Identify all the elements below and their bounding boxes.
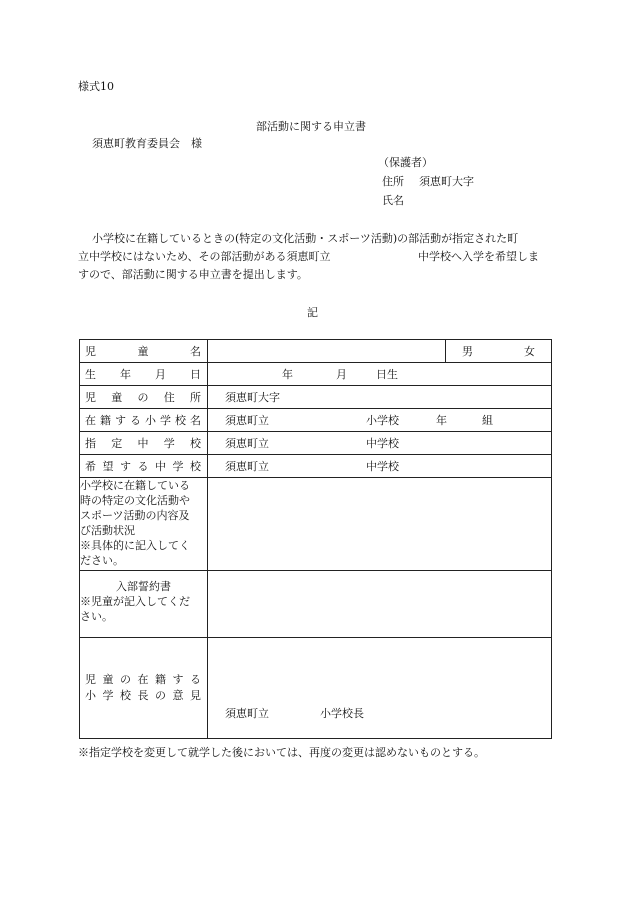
birth-month: 月 — [336, 368, 347, 381]
row-designated-school — [80, 432, 552, 455]
row-child-address — [80, 386, 552, 409]
address-value: 須恵町大字 — [419, 175, 474, 188]
gender-female[interactable]: 女 — [524, 345, 535, 358]
body-line-2b: 中学校へ入学を希望しま — [418, 250, 539, 263]
footnote: ※指定学校を変更して就学した後においては、再度の変更は認めないものとする。 — [78, 746, 485, 759]
body-line-1: 小学校に在籍しているときの(特定の文化活動・スポーツ活動)の部活動が指定された町 — [92, 232, 519, 245]
designated-school-field[interactable] — [208, 432, 552, 455]
label-child-address: 児 童 の 住 所 — [80, 386, 208, 409]
label-birth-date: 生 年 月 日 — [80, 363, 208, 386]
label-elementary-school: 在 籍 す る 小 学 校 名 — [80, 409, 208, 432]
principal-suffix: 小学校長 — [320, 707, 364, 720]
application-form-table — [79, 339, 552, 739]
desired-school-suffix: 中学校 — [366, 460, 399, 473]
label-activity: 小学校に在籍している 時の特定の文化活動や スポーツ活動の内容及 び活動状況 ※具体的に記入してく ださい。 — [80, 478, 208, 571]
addressee: 須恵町教育委員会 様 — [92, 137, 202, 150]
ki-heading: 記 — [307, 306, 318, 319]
row-principal-opinion — [80, 638, 552, 739]
birth-year: 年 — [282, 368, 293, 381]
designated-town: 須恵町立 — [225, 437, 269, 450]
body-line-3: すので、部活動に関する申立書を提出します。 — [78, 268, 308, 281]
label-desired-school: 希 望 す る 中 学 校 — [80, 455, 208, 478]
elementary-town: 須恵町立 — [225, 414, 269, 427]
label-principal-opinion: 児 童 の 在 籍 す る 小 学 校 長 の 意 見 — [80, 638, 208, 739]
row-birth-date — [80, 363, 552, 386]
birth-date-field[interactable] — [208, 363, 552, 386]
elementary-school-suffix: 小学校 — [366, 414, 399, 427]
principal-opinion-field[interactable] — [208, 638, 552, 739]
document-title: 部活動に関する申立書 — [256, 120, 366, 133]
guardian-address — [382, 175, 474, 189]
row-child-name — [80, 340, 552, 363]
elementary-grade: 年 — [436, 414, 447, 427]
pledge-field[interactable] — [208, 571, 552, 638]
row-elementary-school — [80, 409, 552, 432]
form-number: 様式10 — [78, 80, 114, 93]
label-child-name-text: 児 童 名 — [85, 345, 201, 358]
row-activity — [80, 478, 552, 571]
label-designated-school: 指 定 中 学 校 — [80, 432, 208, 455]
elementary-class: 組 — [482, 414, 493, 427]
row-desired-school — [80, 455, 552, 478]
gender-male[interactable]: 男 — [462, 345, 473, 358]
label-pledge: 入部誓約書 ※児童が記入してくだ さい。 — [80, 571, 208, 638]
child-name-field[interactable] — [208, 340, 446, 363]
desired-school-field[interactable] — [208, 455, 552, 478]
child-address-field[interactable] — [208, 386, 552, 409]
birth-day: 日生 — [376, 368, 398, 381]
guardian-name-label: 氏名 — [382, 194, 404, 207]
row-pledge — [80, 571, 552, 638]
body-line-2a: 立中学校にはないため、その部活動がある須恵町立 — [78, 250, 331, 263]
designated-school-suffix: 中学校 — [366, 437, 399, 450]
elementary-school-field[interactable] — [208, 409, 552, 432]
gender-cell[interactable] — [446, 340, 552, 363]
child-address-prefix: 須恵町大字 — [225, 391, 280, 404]
principal-town: 須恵町立 — [225, 707, 269, 720]
address-label: 住所 — [382, 175, 404, 188]
desired-town: 須恵町立 — [225, 460, 269, 473]
activity-field[interactable] — [208, 478, 552, 571]
guardian-heading: （保護者） — [378, 156, 433, 169]
label-child-name — [80, 340, 208, 363]
